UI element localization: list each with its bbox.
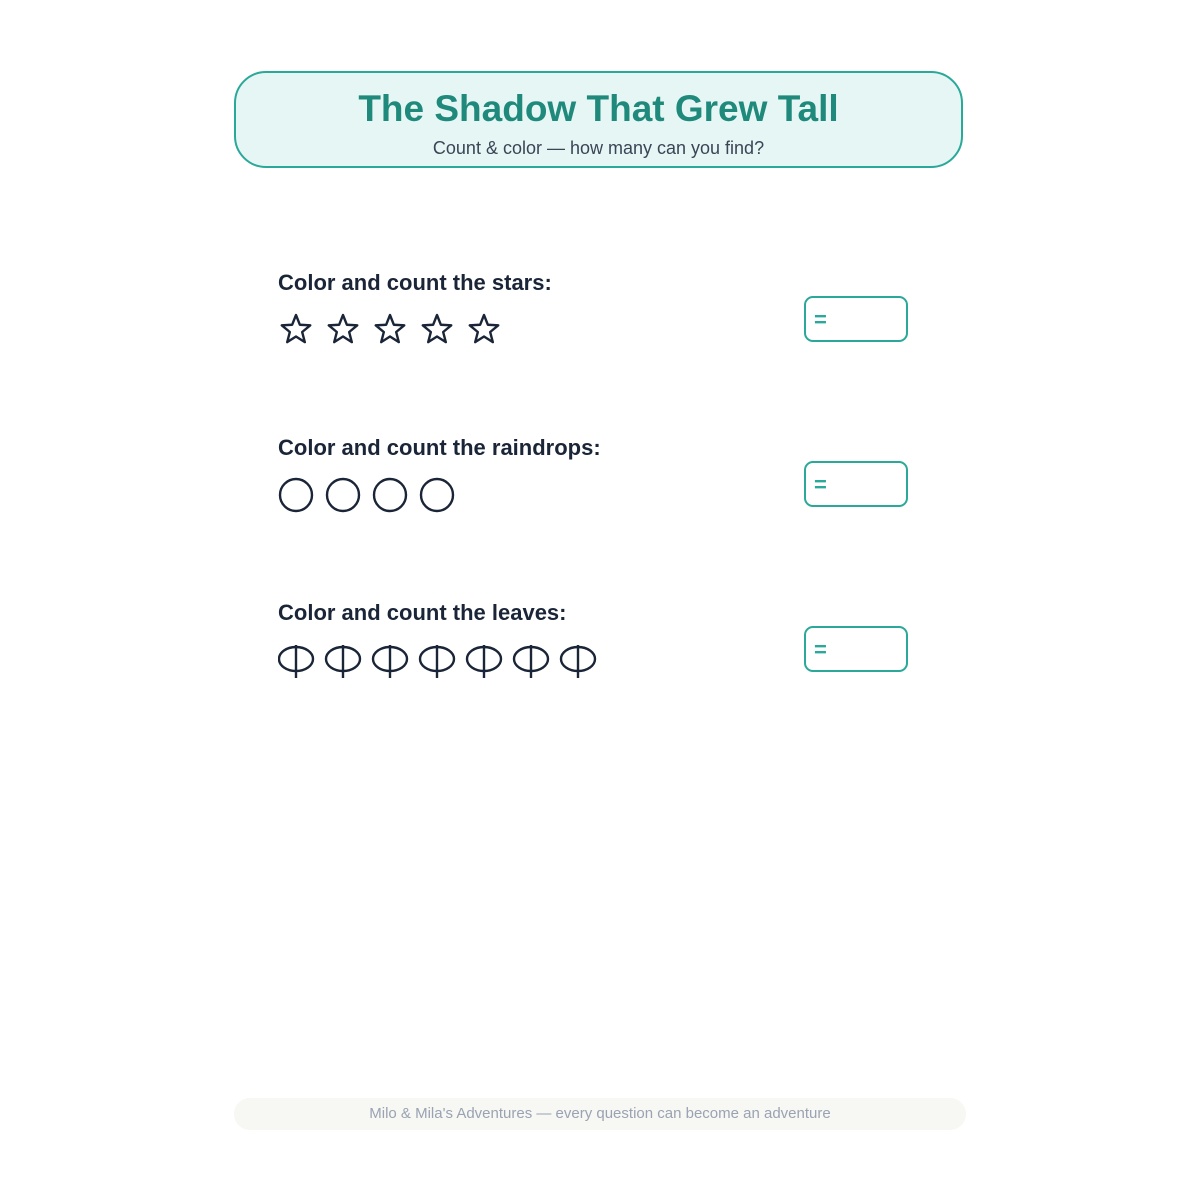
leaf-icon (326, 645, 360, 678)
equals-sign: = (814, 472, 827, 497)
leaf-icon (561, 645, 595, 678)
answer-box[interactable] (804, 296, 908, 342)
section-prompt: Color and count the leaves: (278, 600, 567, 625)
worksheet-header (234, 71, 963, 168)
icon-row (278, 465, 459, 519)
star-icon (423, 315, 452, 342)
leaf-icon (420, 645, 454, 678)
section-prompt: Color and count the raindrops: (278, 435, 601, 460)
answer-box[interactable] (804, 461, 908, 507)
leaf-icon (373, 645, 407, 678)
leaf-icon (467, 645, 501, 678)
star-icon (470, 315, 499, 342)
icon-row-svg (278, 465, 459, 519)
circle-icon (421, 479, 453, 511)
leaf-icon (279, 645, 313, 678)
leaf-icon (514, 645, 548, 678)
footer-banner: Milo & Mila's Adventures — every question can become an adventure (234, 1098, 966, 1130)
worksheet-title: The Shadow That Grew Tall (358, 88, 839, 129)
icon-row-svg (278, 630, 600, 684)
icon-row (278, 300, 506, 354)
answer-box[interactable] (804, 626, 908, 672)
star-icon (329, 315, 358, 342)
equals-sign: = (814, 307, 827, 332)
circle-icon (327, 479, 359, 511)
worksheet-subtitle: Count & color — how many can you find? (432, 138, 765, 158)
stars-section (278, 270, 918, 390)
icon-row-svg (278, 300, 506, 354)
equals-sign: = (814, 637, 827, 662)
star-icon (376, 315, 405, 342)
section-prompt: Color and count the stars: (278, 270, 552, 295)
leaves-section (278, 600, 918, 720)
circle-icon (374, 479, 406, 511)
icon-row (278, 630, 600, 684)
raindrops-section (278, 435, 918, 555)
circle-icon (280, 479, 312, 511)
star-icon (282, 315, 311, 342)
